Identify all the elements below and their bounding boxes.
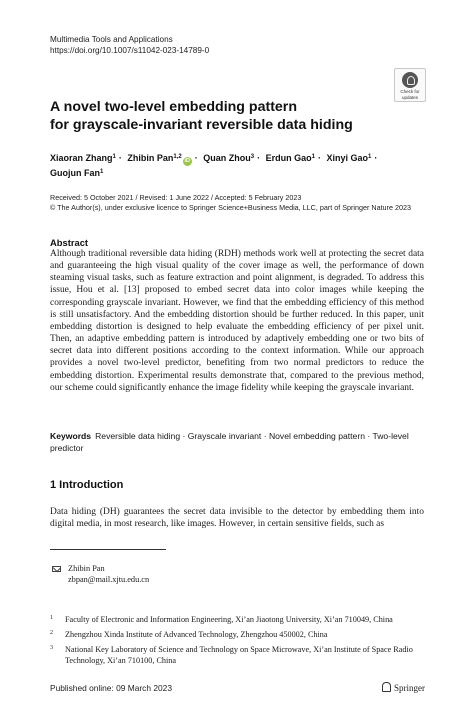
author-name[interactable]: Xinyi Gao [326, 153, 368, 163]
footnote-divider [50, 549, 166, 550]
journal-header [50, 34, 209, 56]
copyright-notice: © The Author(s), under exclusive licence to Springer Science+Business Media, LLC, part of Springer Nature 2023 [50, 203, 411, 212]
author-affiliation: 3 [250, 154, 255, 160]
journal-name: Multimedia Tools and Applications [50, 35, 173, 44]
footnote-affiliation: National Key Laboratory of Science and Technology on Space Microwave, Xi’an Institute of Space Radio Technology, Xi’an 710100, China [65, 645, 413, 665]
paper-title [50, 99, 410, 134]
footnote-number: 3 [50, 645, 53, 651]
abstract-heading: Abstract [50, 237, 89, 248]
author-list: Xiaoran Zhang$^1$ · Zhibin Pan$^{1,2}$iD · Quan Zhou$^3$ · Erdun Gao$^1$ · Xinyi Gao$^1$ · Guojun Fan$^1$ [50, 153, 378, 178]
author-name[interactable]: Zhibin Pan [127, 153, 174, 163]
badge-line1: Check for [400, 89, 420, 94]
author-name[interactable]: Erdun Gao [265, 153, 312, 163]
author-affiliation: 1,2 [173, 154, 182, 160]
envelope-icon [52, 566, 61, 572]
keywords [50, 430, 424, 454]
section-heading-introduction: 1 Introduction [50, 479, 124, 491]
published-date: Published online: 09 March 2023 [50, 683, 172, 693]
check-for-updates-badge[interactable] [394, 68, 426, 102]
publisher-name: Springer [394, 683, 425, 693]
footnote-affiliation: Faculty of Electronic and Information Engineering, Xi’an Jiaotong University, Xi’an 710049, China [65, 615, 393, 624]
publisher-logo [382, 682, 425, 694]
abstract-text: Although traditional reversible data hiding (RDH) methods work well at protecting the secret data and guaranteeing the high visual quality of the cover image as well, the performance of down steaming visual tasks, such as feature extraction and point alignment, is degraded. To address this issue, Hou et al. [13] proposed to embed secret data into color images while keeping the corresponding grayscale invariant. However, we find that the embedding efficiency of this method is still unsatisfactory. And the embedding distortion should be further reduced. In this paper, unit embedding distortion is designed to help evaluate the embedding efficiency of per pixel unit. Then, an adaptive embedding pattern is introduced by adaptively embedding one or two bits of secret data into different positions according to the context information. While our approach provides a novel two-level predictor, benefiting from two normal predictors to reduce the embedding distortion. Experimental results demonstrate that, compared to the previous method, our scheme could significantly enhance the image fidelity while keeping the grayscale invariant. [50, 249, 424, 393]
title-line-1: A novel two-level embedding pattern [50, 99, 297, 115]
keywords-text: Reversible data hiding · Grayscale invariant · Novel embedding pattern · Two-level predictor [50, 431, 409, 453]
author-name[interactable]: Guojun Fan [50, 168, 100, 178]
footnote-number: 1 [50, 615, 53, 621]
footnote-number: 2 [50, 630, 53, 636]
check-for-updates-icon [402, 72, 418, 88]
author-name[interactable]: Xiaoran Zhang [50, 153, 113, 163]
title-line-2: for grayscale-invariant reversible data hiding [50, 116, 353, 133]
author-affiliation: 1 [100, 169, 104, 175]
author-affiliation: 1 [367, 154, 372, 160]
journal-doi[interactable]: https://doi.org/10.1007/s11042-023-14789-0 [50, 46, 210, 55]
introduction-text: Data hiding (DH) guarantees the secret data invisible to the detector by embedding them into digital media, in most research, like images. However, in certain sensitive fields, such as [50, 507, 424, 530]
keywords-label: Keywords [50, 431, 92, 441]
author-name[interactable]: Quan Zhou [203, 153, 251, 163]
author-affiliation: 1 [112, 154, 116, 160]
orcid-icon[interactable]: iD [184, 158, 190, 164]
corresponding-author-email[interactable]: zbpan@mail.xjtu.edu.cn [68, 575, 150, 584]
footnote-affiliation: Zhengzhou Xinda Institute of Advanced Technology, Zhengzhou 450002, China [65, 630, 328, 639]
corresponding-author-name: Zhibin Pan [68, 564, 105, 573]
author-affiliation: 1 [311, 154, 315, 160]
received-dates: Received: 5 October 2021 / Revised: 1 June 2022 / Accepted: 5 February 2023 [50, 193, 302, 202]
springer-horse-icon [382, 682, 391, 692]
badge-line2: updates [401, 95, 418, 100]
